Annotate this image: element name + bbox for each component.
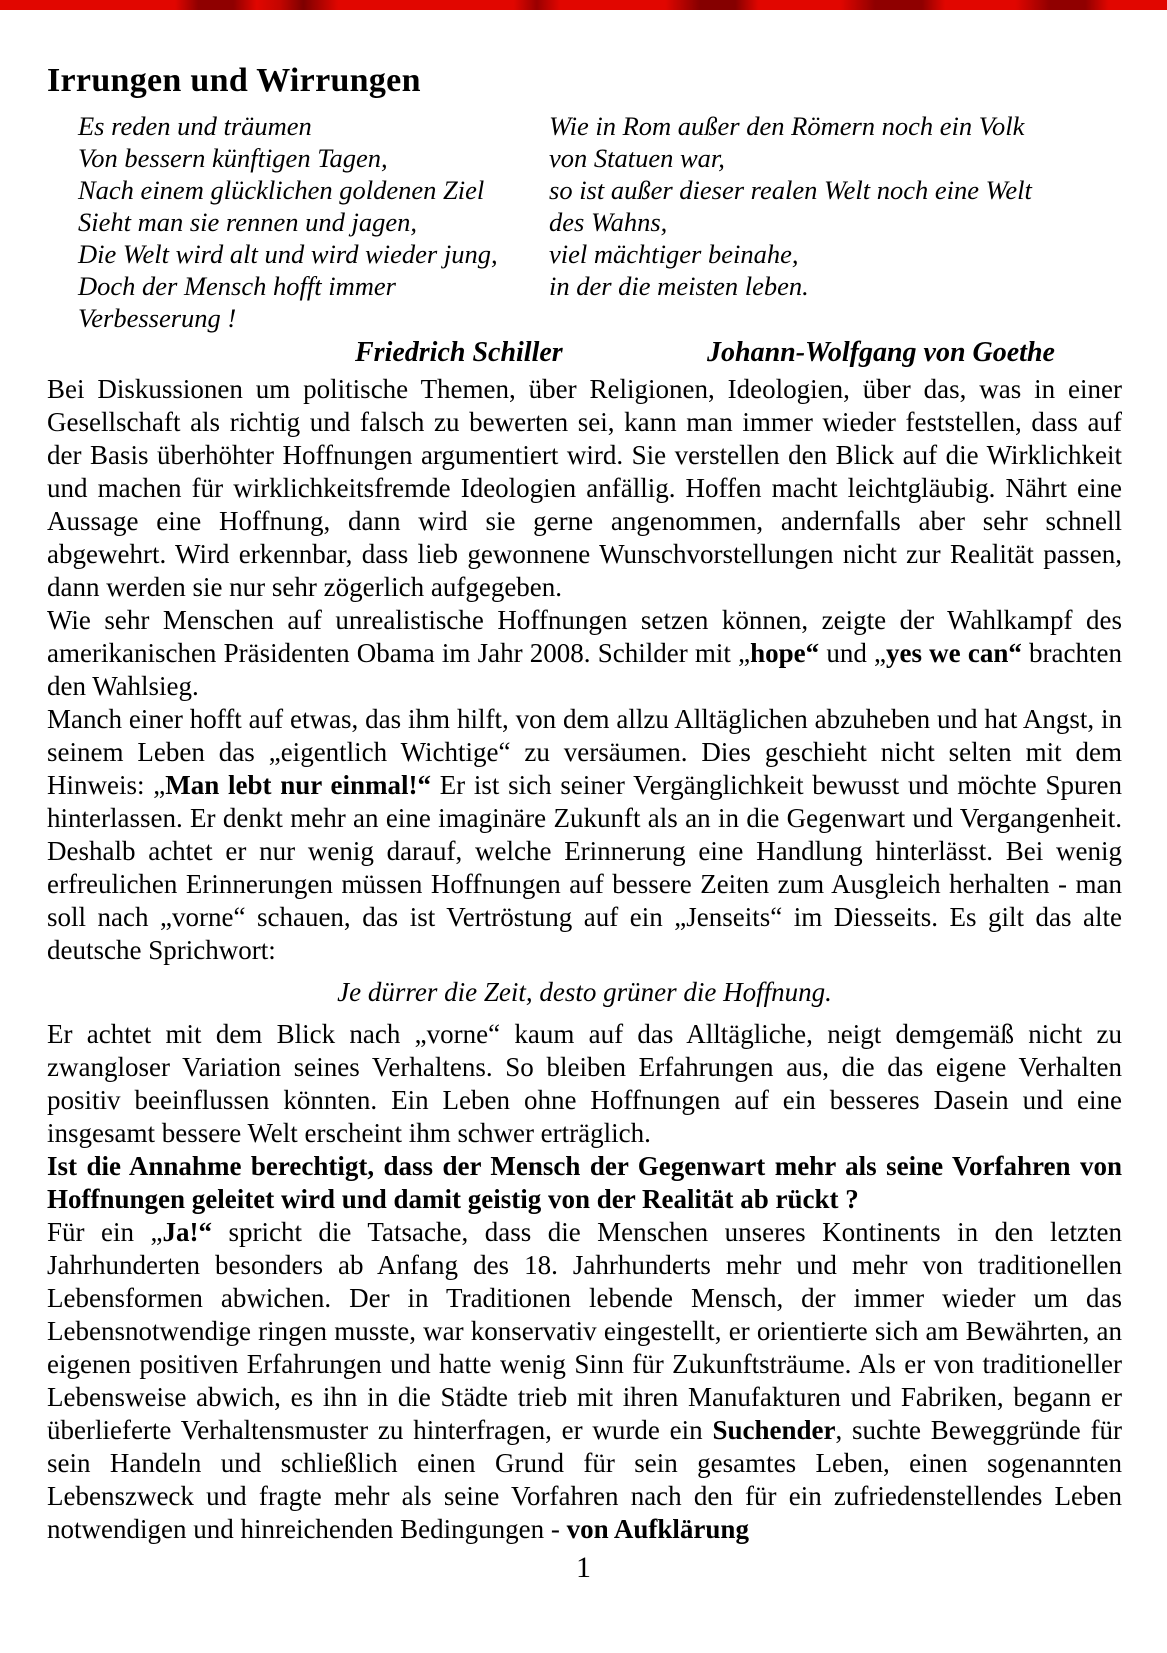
body-text: [47, 373, 1122, 1546]
paragraph-manch-einer: Manch einer hofft auf etwas, das ihm hilft, von dem allzu Alltäglichen abzuheben und hat Angst, in seinem Leben das „eigentlich Wichtige“ zu versäumen. Dies geschieht nicht selten mit dem Hinweis: „Man lebt nur einmal!“ Er ist sich seiner Vergänglichkeit bewusst und möchte Spuren hinterlassen. Er denkt mehr an eine imaginäre Zukunft als an in die Gegenwart und Vergangenheit. Deshalb achtet er nur wenig darauf, welche Erinnerung eine Handlung hinterlässt. Bei wenig erfreulichen Erinnerungen müssen Hoffnungen auf bessere Zeiten zum Ausgleich herhalten - man soll nach „vorne“ schauen, das ist Vertröstung auf ein „Jenseits“ im Diesseits. Es gilt das alte deutsche Sprichwort:: [47, 704, 1122, 965]
poem-line: viel mächtiger beinahe,: [549, 239, 799, 269]
poem-line: Es reden und träumen: [78, 111, 312, 141]
poem-schiller: [78, 110, 549, 334]
poem-line: Doch der Mensch hofft immer: [78, 271, 396, 301]
author-schiller: Friedrich Schiller: [355, 337, 563, 368]
poem-goethe: [549, 110, 1122, 334]
poem-line: von Statuen war,: [549, 143, 725, 173]
poem-line: so ist außer dieser realen Welt noch eine Welt: [549, 175, 1032, 205]
poem-line: Sieht man sie rennen und jagen,: [78, 207, 418, 237]
epigraph-poems: [47, 110, 1122, 334]
paragraph-fuer-ein-ja: Für ein „Ja!“ spricht die Tatsache, dass die Menschen unseres Kontinents in den letzten Jahrhunderten besonders ab Anfang des 18. Jahrhunderts mehr und mehr von traditionellen Lebensformen abwichen. Der in Traditionen lebende Mensch, der immer wieder um das Lebensnotwendige ringen musste, war konservativ eingestellt, er orientierte sich am Bewährten, an eigenen positiven Erfahrungen und hatte wenig Sinn für Zukunftsträume. Als er von traditioneller Lebensweise abwich, es ihn in die Städte trieb mit ihren Manufakturen und Fabriken, begann er überlieferte Verhaltensmuster zu hinterfragen, er wurde ein Suchender, suchte Beweggründe für sein Handeln und schließlich einen Grund für sein gesamtes Leben, einen sogenannten Lebenszweck und fragte mehr als seine Vorfahren nach den für ein zufriedenstellendes Leben notwendigen und hinreichenden Bedingungen - von Aufklärung: [47, 1217, 1122, 1544]
poem-line: Von bessern künftigen Tagen,: [78, 143, 388, 173]
top-red-bar: [0, 0, 1167, 10]
page-title: Irrungen und Wirrungen: [47, 62, 421, 99]
poem-line: in der die meisten leben.: [549, 271, 809, 301]
author-goethe: Johann-Wolfgang von Goethe: [707, 337, 1055, 368]
poem-line: Die Welt wird alt und wird wieder jung,: [78, 239, 498, 269]
page-number: 1: [576, 1551, 591, 1584]
paragraph-diskussionen: Bei Diskussionen um politische Themen, über Religionen, Ideologien, über das, was in einer Gesellschaft als richtig und falsch zu bewerten sei, kann man immer wieder feststellen, dass auf der Basis überhöhter Hoffnungen argumentiert wird. Sie verstellen den Blick auf die Wirklichkeit und machen für wirklichkeitsfremde Ideologien anfällig. Hoffen macht leichtgläubig. Nährt eine Aussage eine Hoffnung, dann wird sie gerne angenommen, andernfalls aber sehr schnell abgewehrt. Wird erkennbar, dass lieb gewonnene Wunschvorstellungen nicht zur Realität passen, dann werden sie nur sehr zögerlich aufgegeben.: [47, 374, 1122, 602]
poem-line: Verbesserung !: [78, 303, 237, 333]
poem-line: des Wahns,: [549, 207, 668, 237]
paragraph-blick-nach-vorne: Er achtet mit dem Blick nach „vorne“ kaum auf das Alltägliche, neigt demgemäß nicht zu zwangloser Variation seines Verhaltens. So bleiben Erfahrungen aus, die das eigene Verhalten positiv beeinflussen könnten. Ein Leben ohne Hoffnungen auf ein besseres Dasein und eine insgesamt bessere Welt erscheint ihm schwer erträglich.: [47, 1019, 1122, 1148]
question-bold: Ist die Annahme berechtigt, dass der Mensch der Gegenwart mehr als seine Vorfahren von Hoffnungen geleitet wird und damit geistig von der Realität ab rückt ?: [47, 1151, 1122, 1214]
poem-line: Wie in Rom außer den Römern noch ein Volk: [549, 111, 1025, 141]
proverb: Je dürrer die Zeit, desto grüner die Hoffnung.: [337, 977, 832, 1007]
paragraph-obama: Wie sehr Menschen auf unrealistische Hoffnungen setzen können, zeigte der Wahlkampf des amerikanischen Präsidenten Obama im Jahr 2008. Schilder mit „hope“ und „yes we can“ brachten den Wahlsieg.: [47, 605, 1122, 701]
poem-line: Nach einem glücklichen goldenen Ziel: [78, 175, 485, 205]
poem-attributions: [47, 337, 1122, 373]
